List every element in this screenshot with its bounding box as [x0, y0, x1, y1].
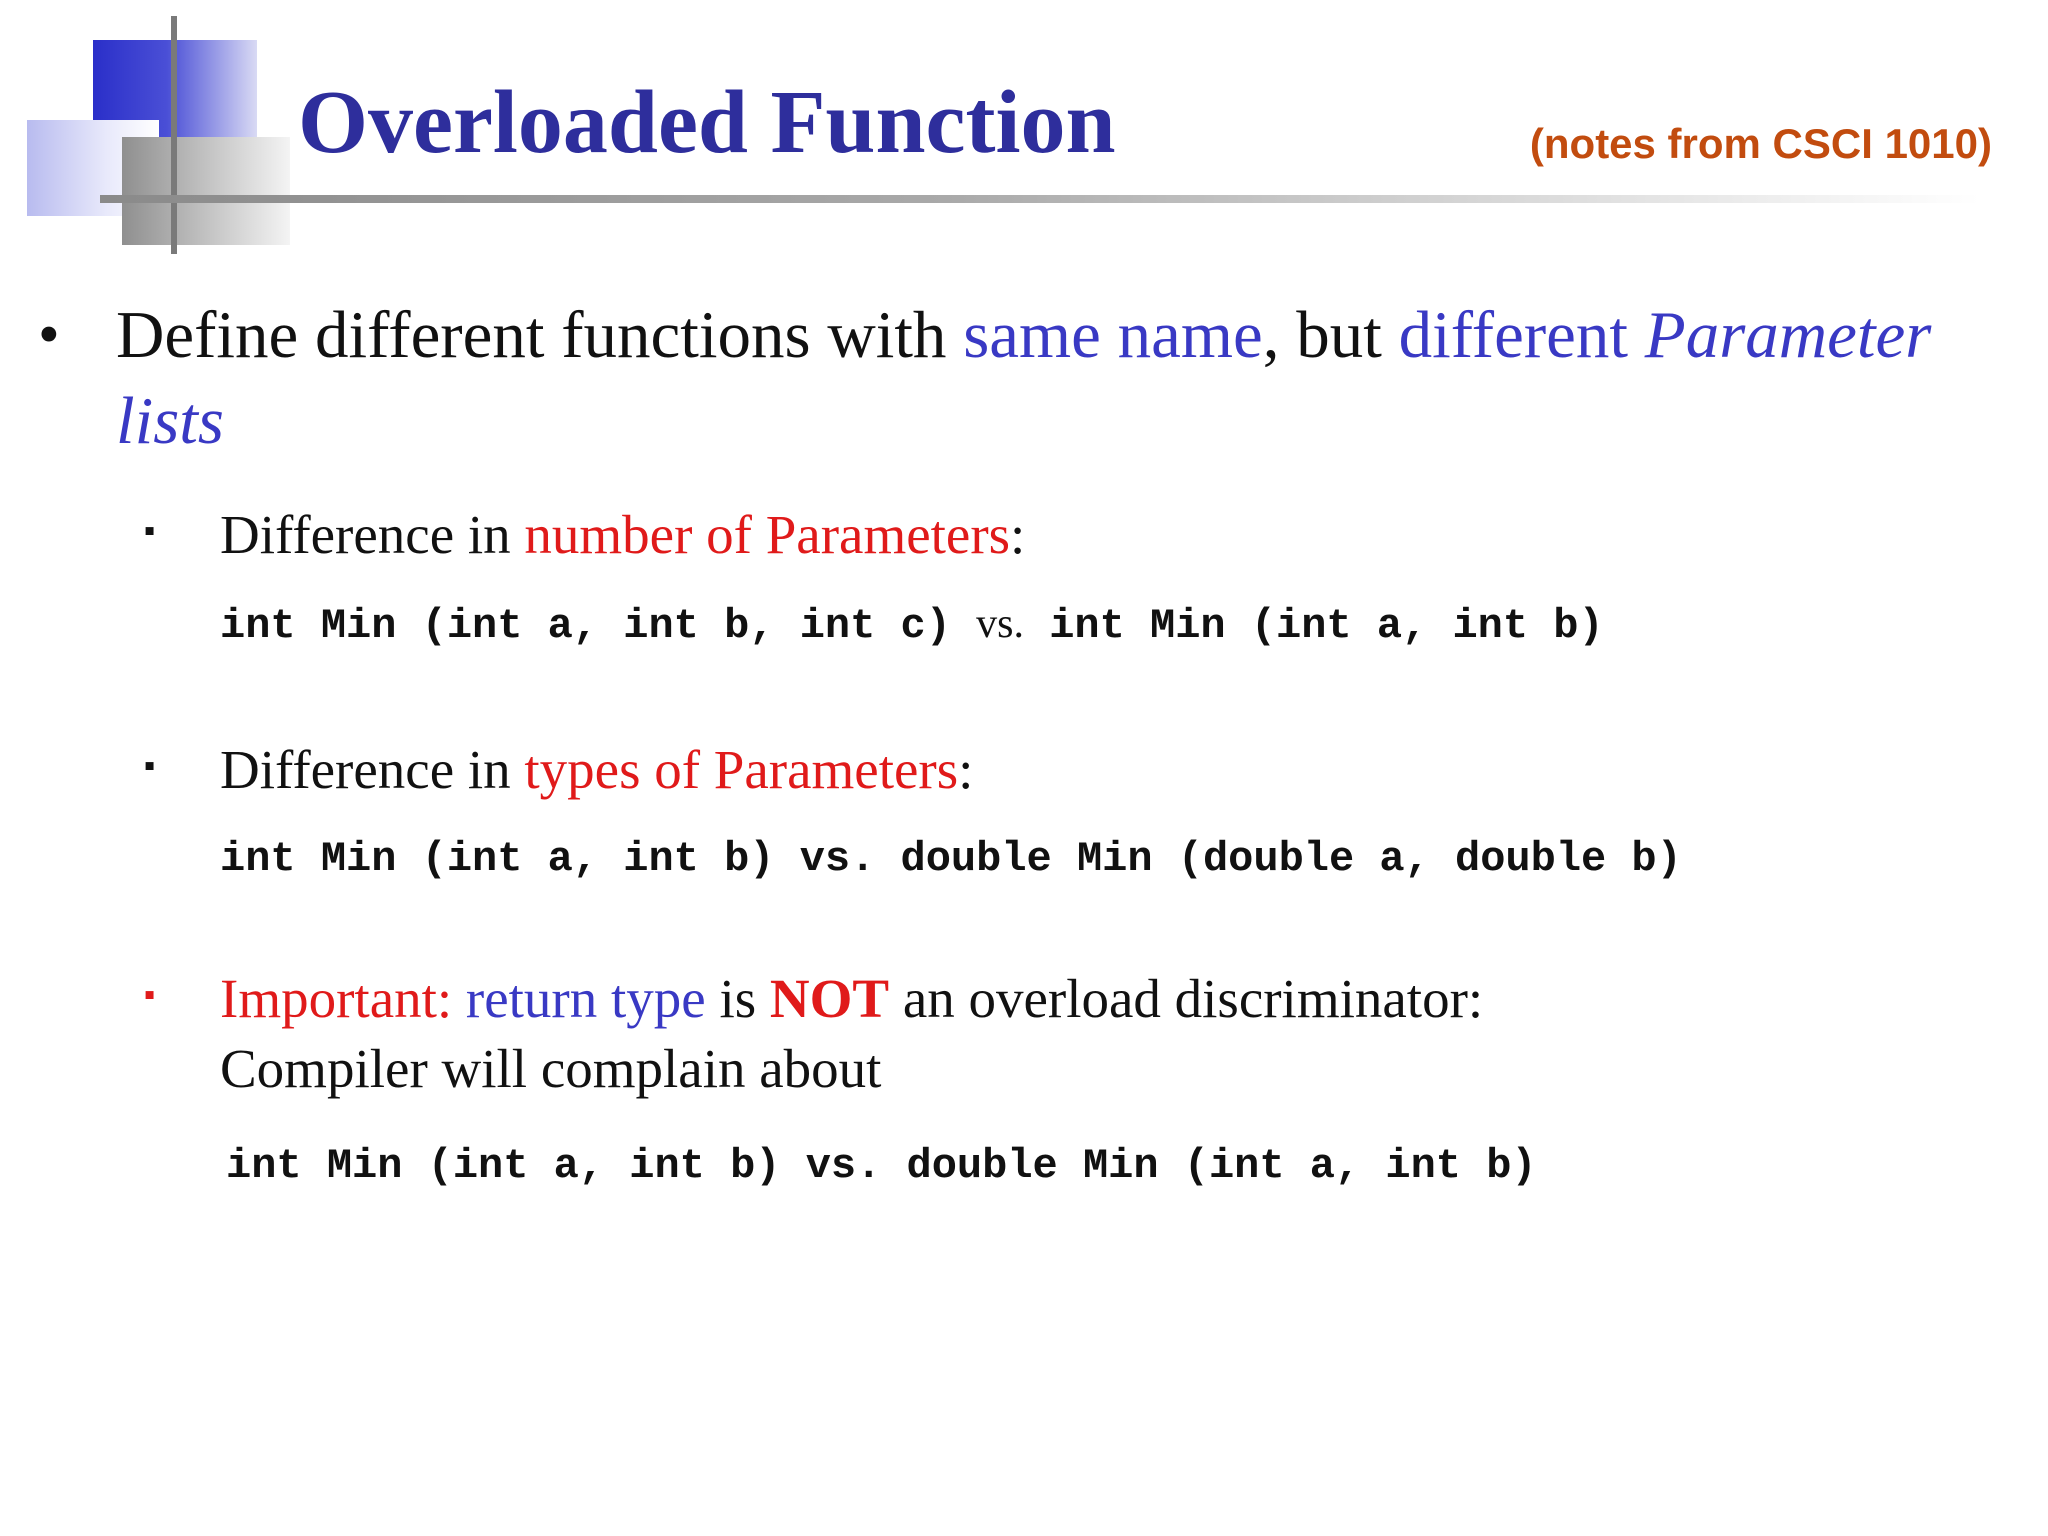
decorative-vertical-rule: [171, 16, 177, 254]
bullet-dot-icon: •: [38, 301, 60, 369]
sub-bullet-number-of-parameters: [220, 500, 1025, 570]
title-underline-rule: [100, 195, 1980, 203]
same-name-highlight: same name: [963, 298, 1263, 372]
sub-bullet-square-icon: ▪: [144, 747, 156, 783]
return-type-highlight: return type: [465, 968, 706, 1029]
parameter-lists-highlight: Parameter lists: [116, 298, 1932, 458]
sub-bullet-1-prefix: Difference in: [220, 504, 525, 565]
different-highlight: different: [1398, 298, 1645, 372]
slide-title: Overloaded Function: [298, 73, 1116, 172]
code-example-1-left: int Min (int a, int b, int c): [220, 602, 977, 650]
sub-bullet-2-suffix: :: [958, 739, 974, 800]
important-label: Important:: [220, 968, 466, 1029]
sub-bullet-square-icon: ▪: [144, 976, 156, 1012]
code-example-1-vs: vs.: [976, 601, 1024, 647]
return-type-is: is: [705, 968, 770, 1029]
sub-bullet-return-type-note: [220, 964, 1483, 1034]
source-note: (notes from CSCI 1010): [1529, 120, 1992, 167]
code-example-1: [220, 598, 1604, 652]
sub-bullet-types-of-parameters: [220, 735, 973, 805]
compiler-complain-line: Compiler will complain about: [220, 1038, 882, 1099]
code-example-3: int Min (int a, int b) vs. double Min (int a, int b): [226, 1142, 1537, 1190]
sub-bullet-square-icon: ▪: [144, 512, 156, 548]
main-bullet-text: [116, 292, 2016, 464]
number-of-parameters-highlight: number of Parameters: [524, 504, 1011, 565]
return-type-rest: an overload discriminator:: [889, 968, 1484, 1029]
main-bullet-part1: Define different functions with: [116, 298, 964, 372]
decorative-gray-square: [122, 137, 290, 245]
types-of-parameters-highlight: types of Parameters: [524, 739, 959, 800]
sub-bullet-2-prefix: Difference in: [220, 739, 525, 800]
main-bullet-part2: , but: [1262, 298, 1399, 372]
code-example-2: int Min (int a, int b) vs. double Min (double a, double b): [220, 835, 1682, 883]
not-emphasis: NOT: [769, 968, 890, 1029]
code-example-1-right: int Min (int a, int b): [1023, 602, 1604, 650]
sub-bullet-1-suffix: :: [1010, 504, 1026, 565]
